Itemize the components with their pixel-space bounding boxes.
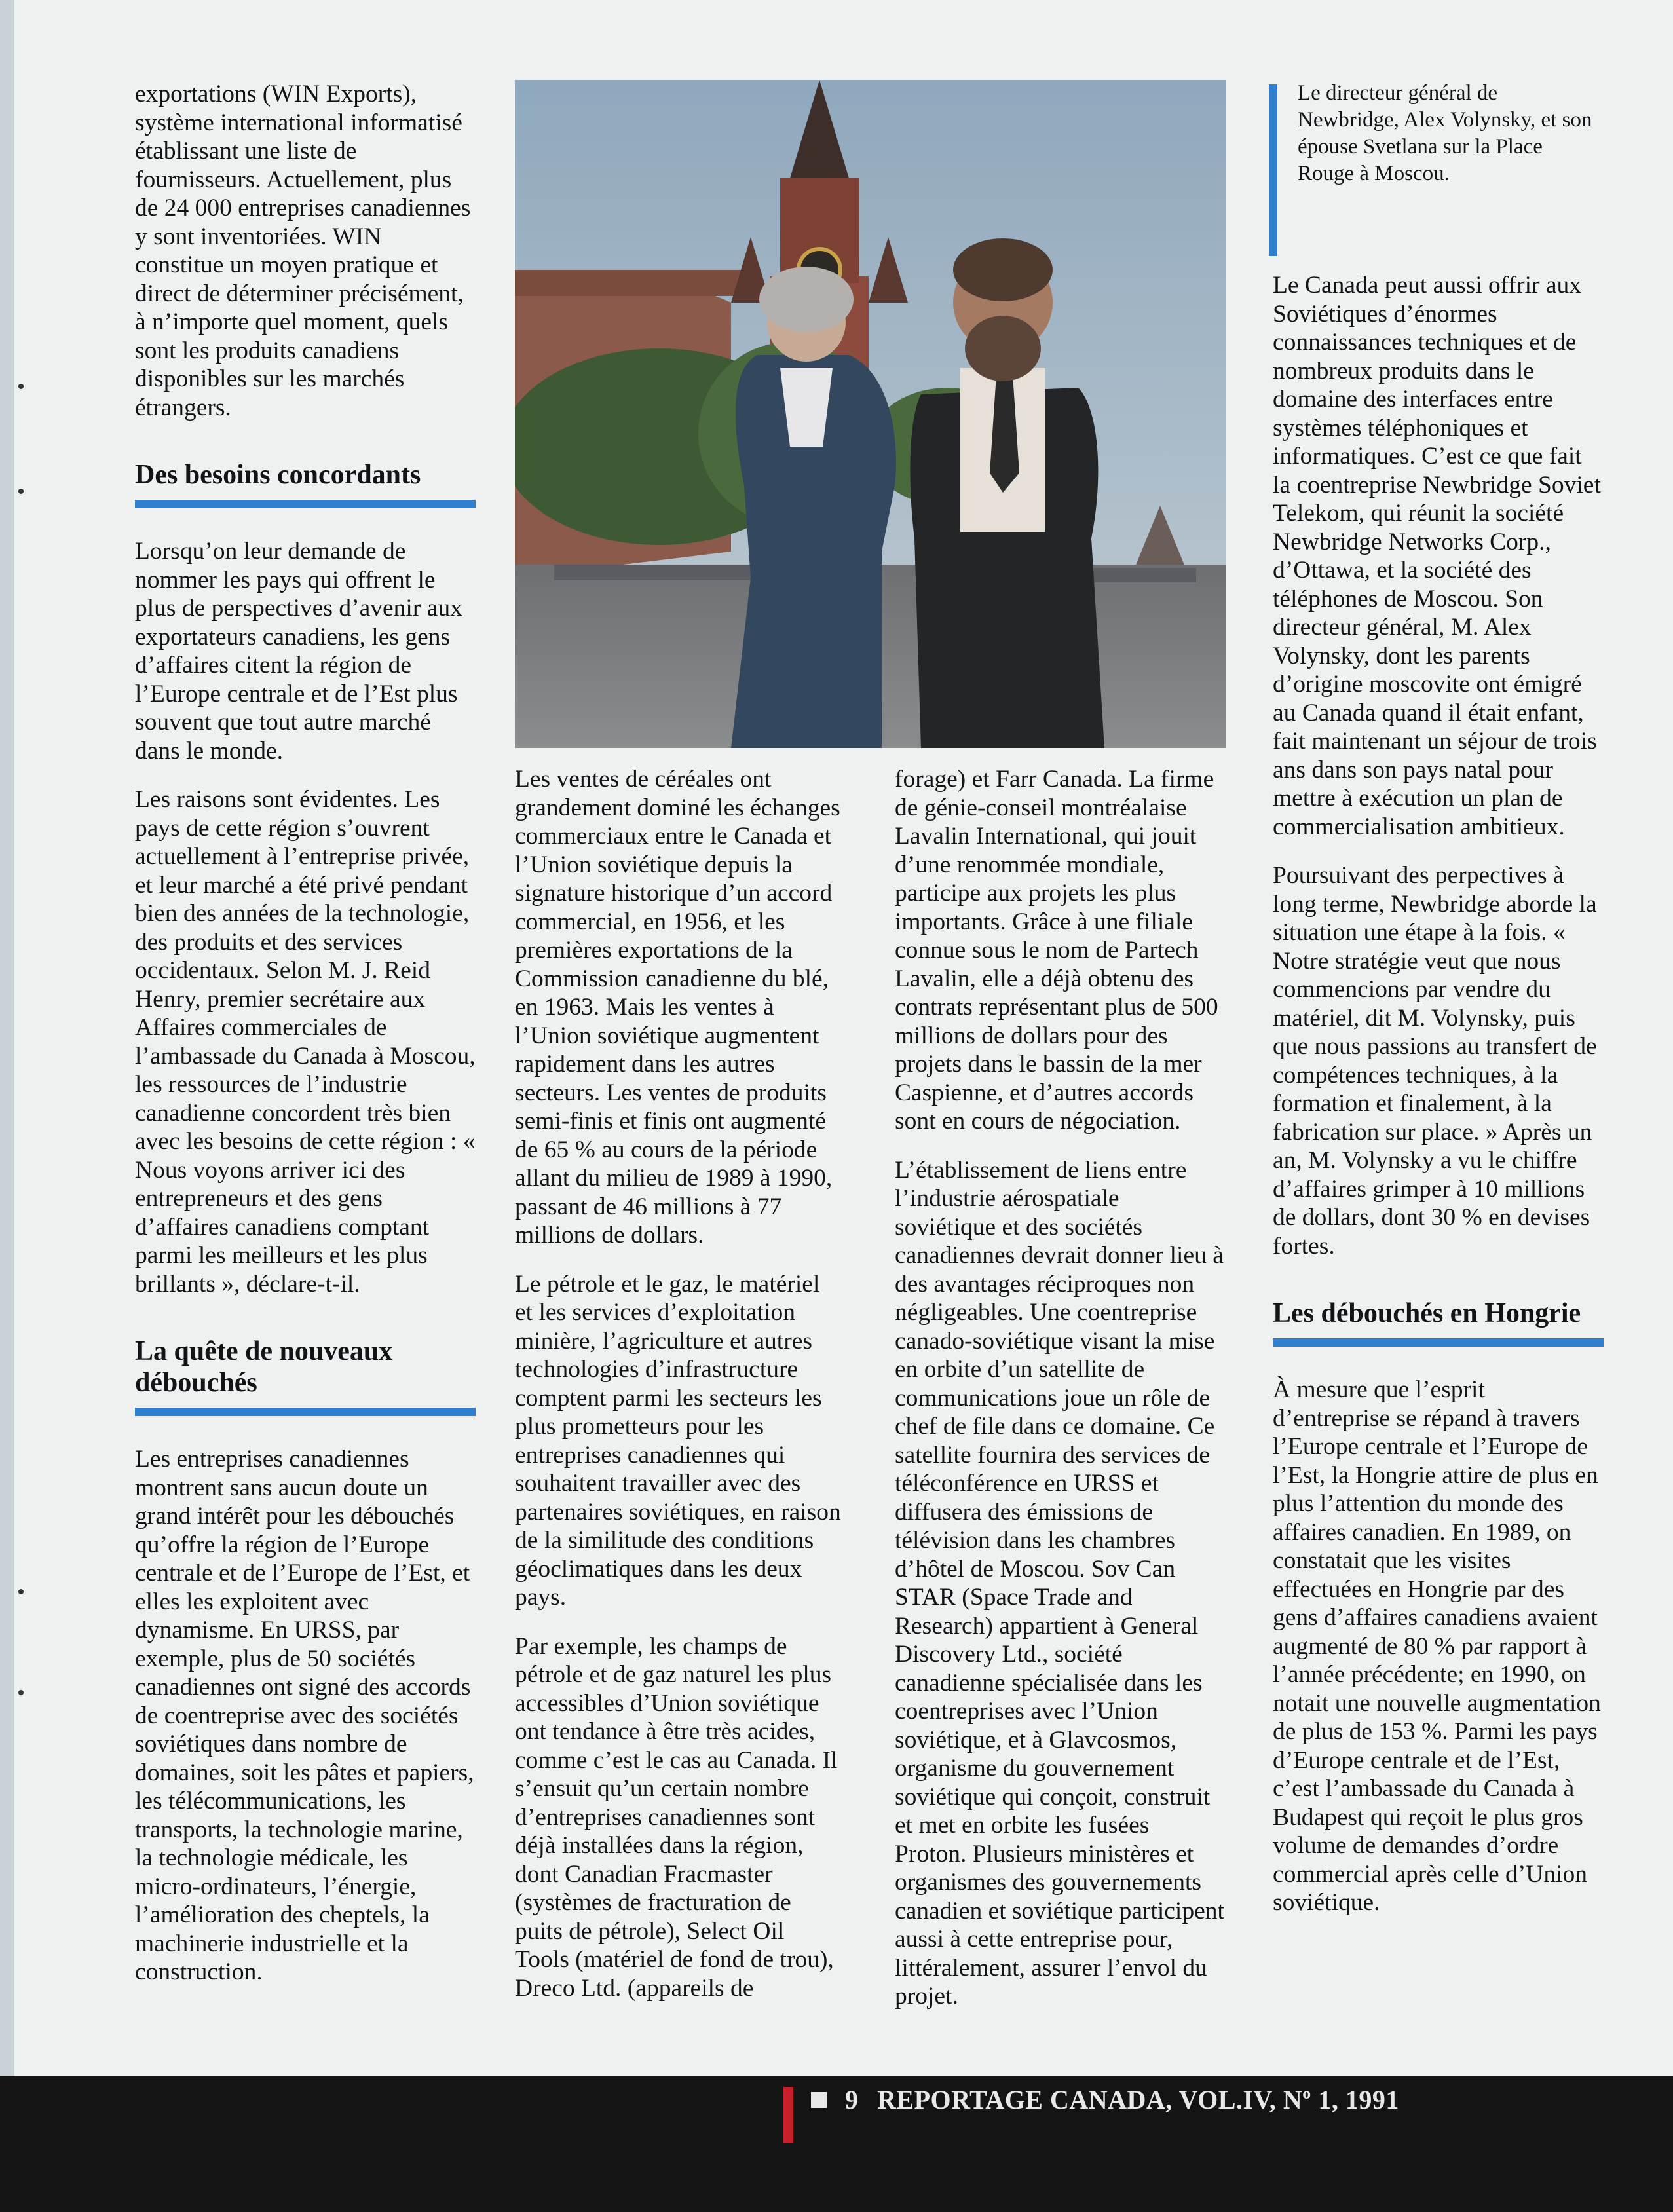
column-3 — [895, 765, 1226, 2011]
column-2 — [515, 765, 842, 2002]
paragraph: Les entreprises canadiennes montrent sans aucun doute un grand intérêt pour les débouchés qu’offre la région de l’Europe centrale et de l’Europe de l’Est, et elles les exploitent avec dynamisme. En URSS, par exemple, plus de 50 sociétés canadiennes ont signé des accords de coentreprise avec des sociétés soviétiques dans nombre de domaines, soit les pâtes et papiers, les télécommunications, les transports, la technologie marine, la technologie médicale, les micro-ordinateurs, l’énergie, l’amélioration des cheptels, la machinerie industrielle et la construction. — [135, 1446, 474, 1985]
paragraph: L’établissement de liens entre l’industrie aérospatiale soviétique et des sociétés canadiennes devrait donner lieu à des avantages réciproques non négligeables. Une coentreprise canado-soviétique visant la mise en orbite d’un satellite de communications joue un rôle de chef de file dans ce domaine. Ce satellite fournira des services de téléconférence en URSS et diffusera des émissions de télévision dans les chambres d’hôtel de Moscou. Sov Can STAR (Space Trade and Research) appartient à General Discovery Ltd., société canadienne spécialisée dans les coentreprises avec l’Union soviétique, et à Glavcosmos, organisme du gouvernement soviétique qui conçoit, construit et met en orbite les fusées Proton. Plusieurs ministères et organismes des gouvernements canadien et soviétique participent aussi à cette entreprise pour, littéralement, assurer l’envol du projet. — [895, 1156, 1224, 2010]
section-heading: La quête de nouveaux débouchés — [135, 1336, 393, 1398]
paragraph: Le pétrole et le gaz, le matériel et les services d’exploitation minière, l’agriculture et autres technologies d’infrastructure comptent parmi les secteurs les plus prometteurs pour les entreprises canadiennes qui souhaitent travailler avec des partenaires soviétiques, en raison de la similitude des conditions géoclimatiques dans les deux pays. — [515, 1270, 841, 1611]
footer-folio — [845, 2084, 1399, 2115]
heading-rule — [135, 500, 476, 508]
margin-tick — [18, 489, 24, 494]
photo-illustration — [515, 80, 1226, 748]
paragraph: Lorsqu’on leur demande de nommer les pays qui offrent le plus de perspectives d’avenir aux exportateurs canadiens, les gens d’affaires citent la région de l’Europe centrale et de l’Est plus souvent que tout autre marché dans le monde. — [135, 538, 462, 764]
caption-bar — [1269, 84, 1277, 256]
column-4 — [1273, 271, 1604, 1917]
footer-red-marker — [783, 2087, 793, 2143]
paragraph: Le Canada peut aussi offrir aux Soviétiques d’énormes connaissances techniques et de nombreux produits dans le domaine des interfaces entre systèmes téléphoniques et informatiques. C’est ce que fait la coentreprise Newbridge Soviet Telekom, qui réunit la société Newbridge Networks Corp., d’Ottawa, et la société des téléphones de Moscou. Son directeur général, M. Alex Volynsky, dont les parents d’origine moscovite ont émigré au Canada quand il était enfant, fait maintenant un séjour de trois ans dans son pays natal pour mettre à exécution un plan de commercialisation ambitieux. — [1273, 272, 1601, 840]
paragraph: Les ventes de céréales ont grandement dominé les échanges commerciaux entre le Canada et l’Union soviétique depuis la signature historique d’un accord commercial, en 1956, et les premières exportations de la Commission canadienne du blé, en 1963. Mais les ventes à l’Union soviétique augmentent rapidement dans les autres secteurs. Les ventes de produits semi-finis et finis ont augmenté de 65 % au cours de la période allant du milieu de 1989 à 1990, passant de 46 millions à 77 millions de dollars. — [515, 766, 840, 1248]
photo-caption: Le directeur général de Newbridge, Alex Volynsky, et son épouse Svetlana sur la Place Rouge à Moscou. — [1298, 81, 1592, 185]
section-heading: Les débouchés en Hongrie — [1273, 1298, 1581, 1328]
paragraph: Par exemple, les champs de pétrole et de gaz naturel les plus accessibles d’Union soviétique ont tendance à être très acides, comme c’est le cas au Canada. Il s’ensuit qu’un certain nombre d’entreprises canadiennes sont déjà installées dans la région, dont Canadian Fracmaster (systèmes de fracturation de puits de pétrole), Select Oil Tools (matériel de fond de trou), Dreco Ltd. (appareils de — [515, 1632, 838, 2002]
paragraph: exportations (WIN Exports), système international informatisé établissant une liste de fournisseurs. Actuellement, plus de 24 000 entreprises canadiennes y sont inventoriées. WIN constitue un moyen pratique et direct de déterminer précisément, à n’importe quel moment, quels sont les produits canadiens disponibles sur les marchés étrangers. — [135, 81, 471, 421]
margin-tick — [18, 1589, 24, 1594]
footer-square-icon — [811, 2092, 827, 2108]
section-heading: Des besoins concordants — [135, 460, 421, 490]
paragraph: Les raisons sont évidentes. Les pays de cette région s’ouvrent actuellement à l’entreprise privée, et leur marché a été privé pendant bien des années de la technologie, des produits et des services occidentaux. Selon M. J. Reid Henry, premier secrétaire aux Affaires commerciales de l’ambassade du Canada à Moscou, les ressources de l’industrie canadienne concordent très bien avec les besoins de cette région : « Nous voyons arriver ici des entrepreneurs et des gens d’affaires canadiens comptant parmi les meilleurs et les plus brillants », déclare-t-il. — [135, 786, 476, 1298]
paragraph: forage) et Farr Canada. La firme de génie-conseil montréalaise Lavalin International, qui jouit d’une renommée mondiale, participe aux projets les plus importants. Grâce à une filiale connue sous le nom de Partech Lavalin, elle a déjà obtenu des contrats représentant plus de 500 millions de dollars pour des projets dans le bassin de la mer Caspienne, et d’autres accords sont en cours de négociation. — [895, 766, 1218, 1134]
heading-rule — [1273, 1338, 1604, 1347]
column-1 — [135, 80, 476, 1987]
margin-tick — [18, 1690, 24, 1695]
heading-rule — [135, 1408, 476, 1416]
footer-bar — [0, 2076, 1673, 2212]
paragraph: Poursuivant des perpectives à long terme, Newbridge aborde la situation une étape à la fois. « Notre stratégie veut que nous commencions par vendre du matériel, dit M. Volynsky, puis que nous passions au transfert de compétences techniques, à la formation et finalement, à la fabrication sur place. » Après un an, M. Volynsky a vu le chiffre d’affaires grimper à 10 millions de dollars, dont 30 % en devises fortes. — [1273, 862, 1597, 1260]
red-square-photo — [515, 80, 1226, 748]
page-number: 9 — [845, 2085, 859, 2114]
paragraph: À mesure que l’esprit d’entreprise se répand à travers l’Europe centrale et l’Europe de l’Est, la Hongrie attire de plus en plus l’attention du monde des affaires canadien. En 1989, on constatait que les visites effectuées en Hongrie par des gens d’affaires canadiens avaient augmenté de 80 % par rapport à l’année précédente; en 1990, on notait une nouvelle augmentation de plus de 153 %. Parmi les pays d’Europe centrale et de l’Est, c’est l’ambassade du Canada à Budapest qui reçoit le plus gros volume de demandes d’ordre commercial après celle d’Union soviétique. — [1273, 1376, 1601, 1916]
page-edge — [0, 0, 14, 2076]
margin-tick — [18, 384, 24, 389]
publication-name: REPORTAGE CANADA, VOL.IV, Nº 1, 1991 — [877, 2085, 1399, 2114]
